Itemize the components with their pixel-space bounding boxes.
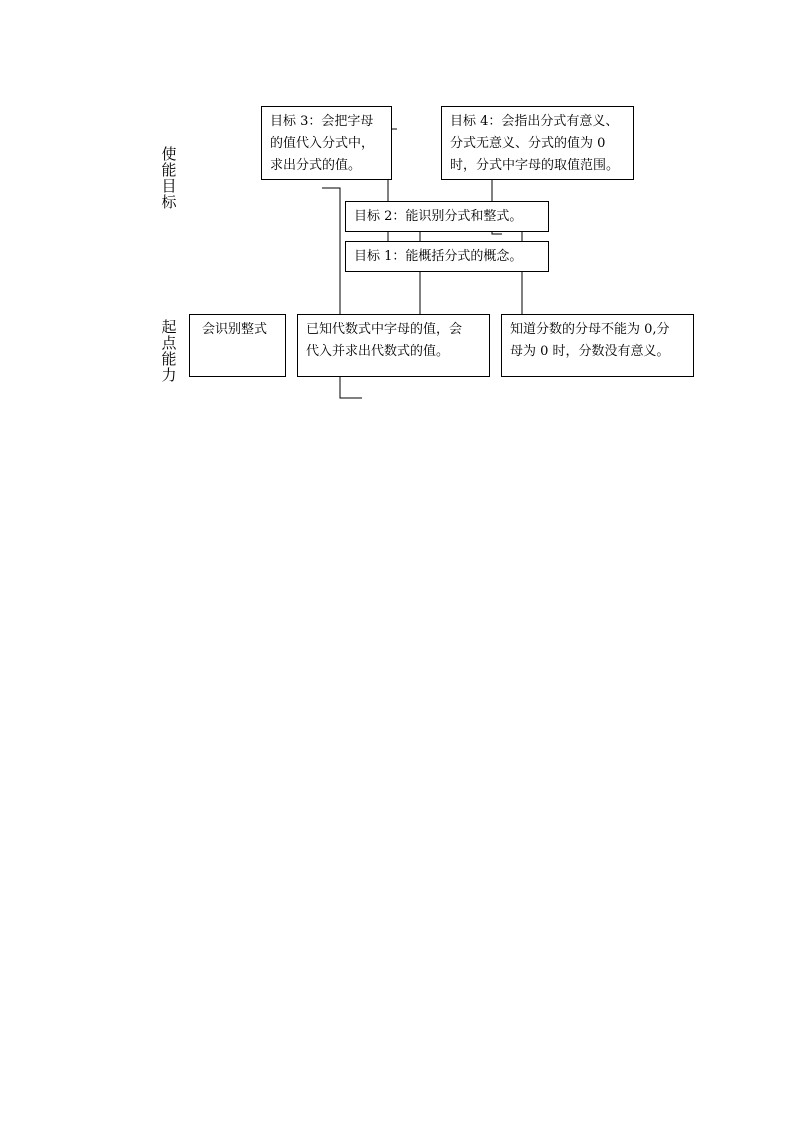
- ability-1-box: 会识别整式: [189, 314, 286, 377]
- enabling-goals-label: 使能目标: [161, 145, 177, 211]
- connector-goal1-to-ability2: [420, 272, 440, 320]
- ability-3-box: 知道分数的分母不能为 0,分 母为 0 时，分数没有意义。: [501, 314, 694, 377]
- starting-abilities-label: 起点能力: [161, 318, 177, 384]
- goal-4-box: 目标 4：会指出分式有意义、 分式无意义、分式的值为 0 时，分式中字母的取值范围。: [441, 106, 634, 180]
- goal-2-box: 目标 2：能识别分式和整式。: [345, 201, 549, 232]
- ability-2-box: 已知代数式中字母的值，会 代入并求出代数式的值。: [297, 314, 490, 377]
- goal-1-box: 目标 1：能概括分式的概念。: [345, 241, 549, 272]
- goal-3-box: 目标 3：会把字母 的值代入分式中， 求出分式的值。: [261, 106, 392, 180]
